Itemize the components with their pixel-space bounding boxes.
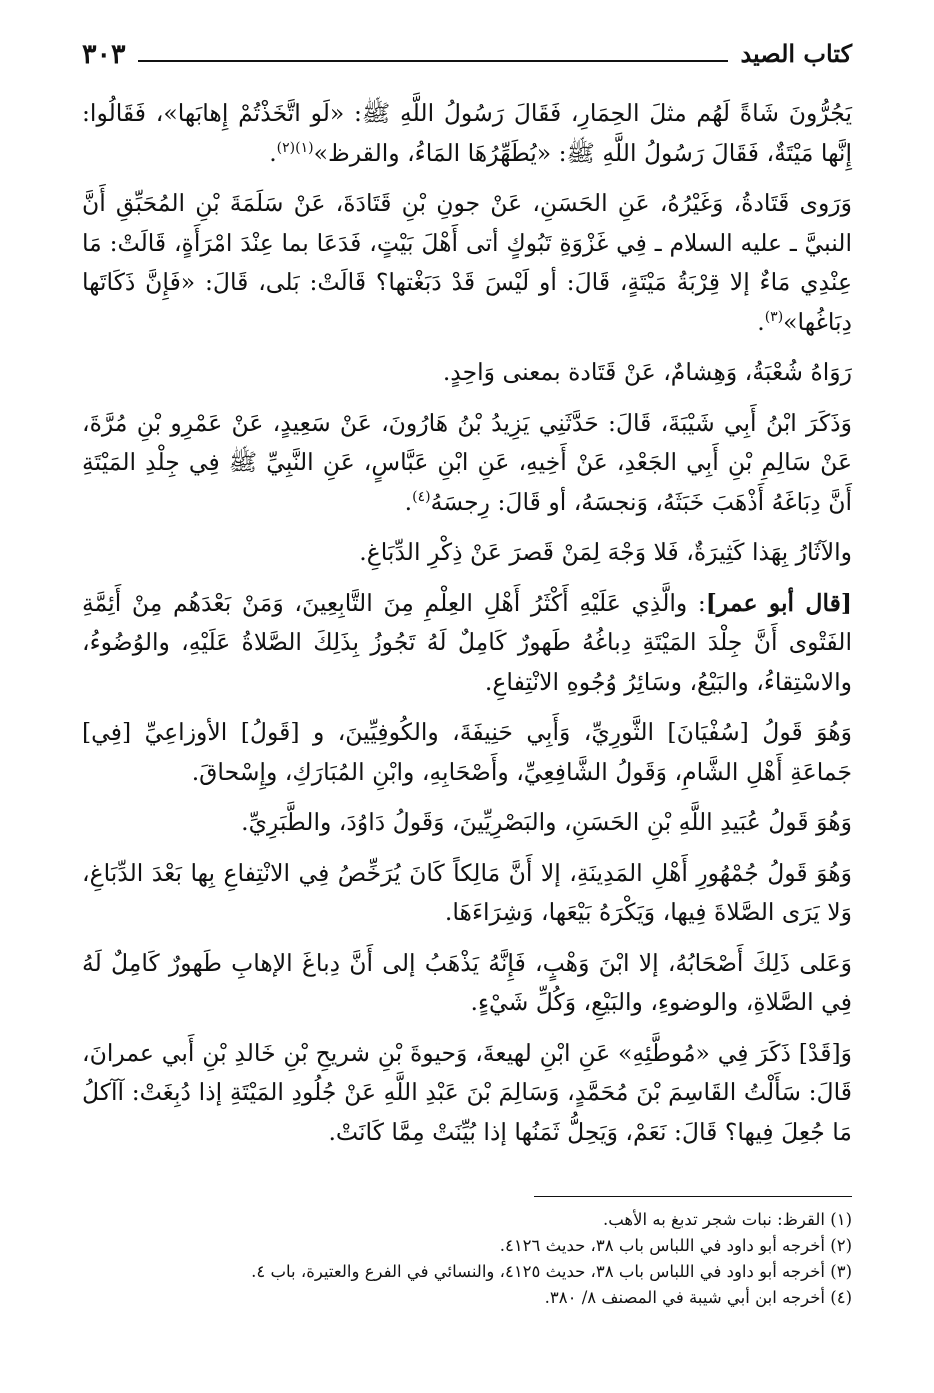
- paragraph: وَذَكَرَ ابْنُ أَبِي شَيْبَةَ، قَالَ: حَدَّثَنِي يَزِيدُ بْنُ هَارُونَ، عَنْ سَعِيدٍ، عَنْ عَمْرِو بْنِ مُرَّةَ، عَنْ سَالِمِ بْنِ أَبِي الجَعْدِ، عَنْ أَخِيهِ، عَنِ ابْنِ عَبَّاسٍ، عَنِ النَّبِيِّ ﷺ فِي جِلْدِ المَيْتَةِ أَنَّ دِبَاغَهُ أَذْهَبَ خَبَثَهُ، وَنجسَهُ، أو قَالَ: رِجسَهُ$^{(٤)}$.: [82, 408, 852, 516]
- footnote: (١) القرظ: نبات شجر تدبغ به الأهب.: [602, 1210, 852, 1229]
- footnote: (٢) أخرجه أبو داود في اللباس باب ٣٨، حديث ٤١٢٦.: [499, 1236, 852, 1255]
- paragraph: رَوَاهُ شُعْبَةُ، وَهِشامٌ، عَنْ قَتَادة بمعنى وَاحِدٍ.: [442, 358, 852, 386]
- paragraph: وَهُوَ قَولُ عُبَيدِ اللَّهِ بْنِ الحَسَنِ، والبَصْرِيِّينَ، وَقَولُ دَاوُدَ، والطَّبَرِيِّ.: [241, 808, 852, 836]
- paragraph: يَجُرُّونَ شَاةً لَهُم مثلَ الحِمَارِ، فَقَالَ رَسُولُ اللَّهِ ﷺ: «لَو اتَّخَذْتُمْ إِهابَها»، فَقَالُوا: إِنَّها مَيْتَةٌ، فَقَالَ رَسُولُ اللَّهِ ﷺ: «يُطَهِّرُهَا المَاءُ، والقرظ»$^{(١)(٢)}$.: [82, 99, 852, 167]
- page-number: ٣٠٣: [82, 39, 126, 70]
- footnote: (٤) أخرجه ابن أبي شيبة في المصنف ٨/ ٣٨٠.: [544, 1288, 852, 1307]
- page: [82, 0, 852, 1393]
- footnote-marker: (١)(٢): [276, 139, 314, 156]
- footnote-marker: (٤): [412, 488, 431, 505]
- speaker-label: [قال أبو عمر]: [705, 588, 852, 617]
- paragraph: والآثَارُ بِهَذا كَثِيرَةٌ، فَلا وَجْهَ لِمَنْ قَصرَ عَنْ ذِكْرِ الدِّبَاغِ.: [359, 538, 852, 566]
- paragraph: [قال أبو عمر]: والَّذِي عَلَيْهِ أَكْثَرُ أَهْلِ العِلْمِ مِنَ التَّابِعِينَ، وَمَنْ بَعْدَهُم مِنْ أَئِمَّةِ الفَتْوى أَنَّ جِلْدَ المَيْتَةِ دِباغُهُ طَهورٌ كَامِلٌ لَهُ تَجُوزُ بِذَلِكَ الصَّلاةُ عَلَيْهِ، والوُضُوءُ، والاسْتِقاءُ، والبَيْعُ، وسَائِرُ وُجُوهِ الانْتِفاعِ.: [82, 588, 852, 696]
- footnote-marker: (٣): [764, 308, 784, 325]
- paragraph: وَ[قَدْ] ذَكَرَ فِي «مُوطَّئِهِ» عَنِ ابْنِ لهيعةَ، وَحيوةَ بْنِ شريحِ بْنِ خَالدِ بْنِ أَبي عمرانَ، قَالَ: سَأَلْتُ القَاسِمَ بْنَ مُحَمَّدٍ، وَسَالِمَ بْنَ عَبْدِ اللَّهِ عَنْ جُلُودِ المَيْتَةِ إذا دُبِغَتْ: آآكلُ مَا جُعِلَ فِيها؟ قَالَ: نَعَمْ، وَيَحِلُّ ثَمَنُها إذا بُيِّنَتْ مِمَّا كَانَتْ.: [82, 1038, 852, 1146]
- paragraph: وَرَوى قَتَادةُ، وَغَيْرُهُ، عَنِ الحَسَنِ، عَنْ جونِ بْنِ قَتَادَةَ، عَنْ سَلَمَةَ بْنِ المُحَبِّقِ أَنَّ النبيَّ ـ عليه السلام ـ فِي غَزْوَةِ تَبُوكٍ أتى أَهْلَ بَيْتٍ، فَدَعَا بما عِنْدَ امْرَأَةٍ، قَالَتْ: مَا عِنْدِي مَاءٌ إلا قِرْبَةُ مَيْتَةٍ، قَالَ: أو لَيْسَ قَدْ دَبَغْتها؟ قَالَتْ: بَلى، قَالَ: «فَإِنَّ ذَكَاتَها دِبَاغُها»$^{(٣)}$.: [82, 189, 852, 336]
- paragraph: وَهُوَ قَولُ جُمْهُورِ أَهْلِ المَدِينَةِ، إلا أَنَّ مَالِكاً كَانَ يُرَخِّصُ فِي الانْتِفاعِ بِها بَعْدَ الدِّبَاغِ، وَلا يَرَى الصَّلاةَ فِيها، وَيَكْرَهُ بَيْعَها، وَشِرَاءَهَا.: [82, 858, 852, 926]
- chapter-title: كتاب الصيد: [740, 39, 852, 68]
- paragraph: وَعَلى ذَلِكَ أَصْحَابُهُ، إلا ابْنَ وَهْبٍ، فَإِنَّهُ يَذْهَبُ إلى أَنَّ دِباغَ الإهابِ طَهورٌ كَامِلٌ لَهُ فِي الصَّلاةِ، والوضوءِ، والبَيْعِ، وَكُلِّ شَيْءٍ.: [82, 948, 852, 1016]
- main-text: [82, 94, 852, 1163]
- footnotes: [82, 1196, 852, 1311]
- paragraph: وَهُوَ قَولُ [سُفْيَانَ] الثَّورِيِّ، وَأَبِي حَنِيفَةَ، والكُوفِيِّينَ، و [قَولُ] الأوزاعِيِّ [فِي] جَماعَةِ أَهْلِ الشَّامِ، وَقَولُ الشَّافِعِيِّ، وأَصْحَابِهِ، وابْنِ المُبَارَكِ، وإِسْحاقَ.: [82, 718, 852, 786]
- header-rule: [138, 60, 729, 62]
- footnote: (٣) أخرجه أبو داود في اللباس باب ٣٨، حديث ٤١٢٥، والنسائي في الفرع والعتيرة، باب ٤.: [251, 1262, 852, 1281]
- footnote-rule: [534, 1196, 852, 1197]
- page-header: [82, 32, 852, 72]
